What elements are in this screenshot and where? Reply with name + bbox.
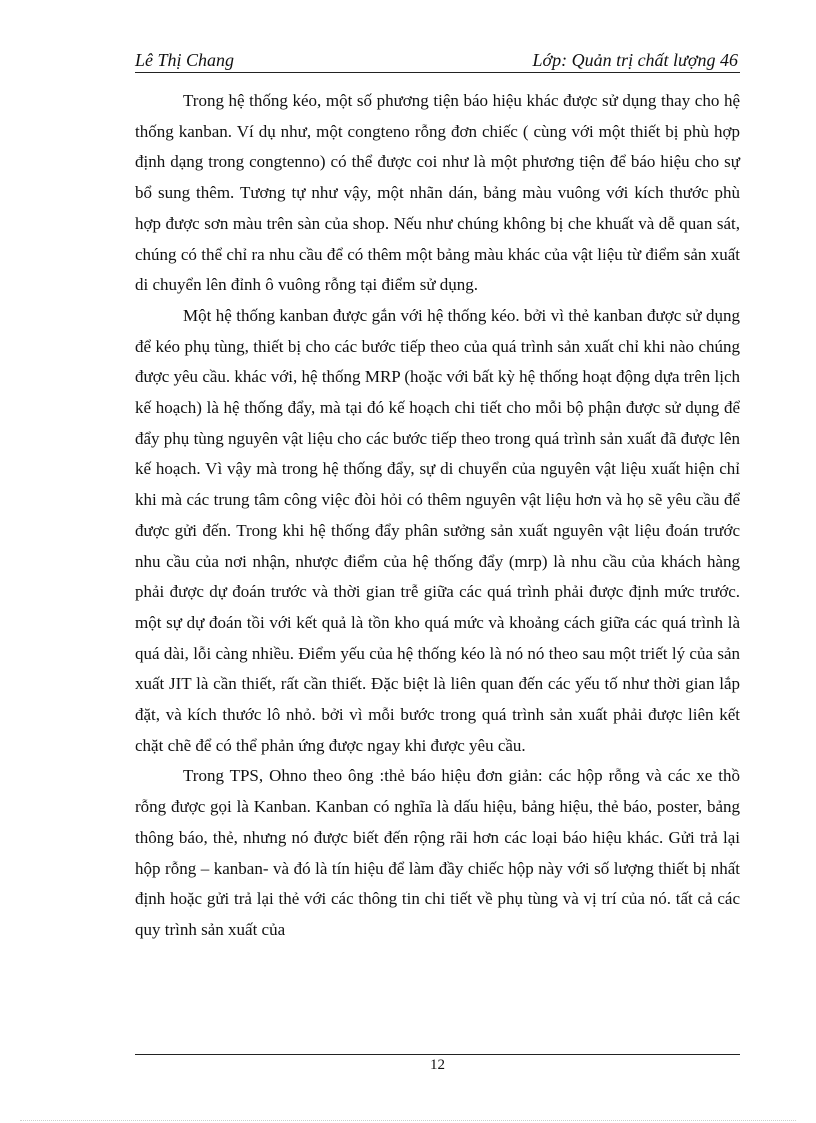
page-header <box>135 48 740 73</box>
body-text <box>135 86 740 946</box>
header-class-label: Lớp: Quản trị chất lượng 46 <box>532 50 738 70</box>
paragraph-pull-system-signals: Trong hệ thống kéo, một số phương tiện báo hiệu khác được sử dụng thay cho hệ thống kanban. Ví dụ như, một congteno rỗng đơn chiếc ( cùng với một thiết bị phù hợp định dạng trong congtenno) có thể được coi như là một phương tiện để báo hiệu cho sự bổ sung thêm. Tương tự như vậy, một nhãn dán, bảng màu vuông với kích thước phù hợp được sơn màu trên sàn của shop. Nếu như chúng không bị che khuất và dễ quan sát, chúng có thể chỉ ra nhu cầu để có thêm một bảng màu khác của vật liệu từ điểm sản xuất di chuyển lên đỉnh ô vuông rỗng tại điểm sử dụng. <box>135 91 740 295</box>
page-bottom-edge <box>20 1120 796 1121</box>
page-number: 12 <box>430 1057 445 1073</box>
paragraph-kanban-vs-mrp: Một hệ thống kanban được gắn với hệ thống kéo. bởi vì thẻ kanban được sử dụng để kéo phụ tùng, thiết bị cho các bước tiếp theo của quá trình sản xuất chỉ khi nào chúng được yêu cầu. khác với, hệ thống MRP (hoặc với bất kỳ hệ thống hoạt động dựa trên lịch kế hoạch) là hệ thống đẩy, mà tại đó kế hoạch chi tiết cho mỗi bộ phận được sử dụng để đẩy phụ tùng nguyên vật liệu cho các bước tiếp theo trong quá trình sản xuất đã được lên kế hoạch. Vì vậy mà trong hệ thống đẩy, sự di chuyển của nguyên vật liệu xuất hiện chỉ khi mà các trung tâm công việc đòi hỏi có thêm nguyên vật liệu hơn và họ sẽ yêu cầu để được gửi đến. Trong khi hệ thống đẩy phân sưởng sản xuất nguyên vật liệu đoán trước nhu cầu của nơi nhận, nhược điểm của hệ thống đẩy (mrp) là nhu cầu của khách hàng phải được dự đoán trước và thời gian trễ giữa các quá trình phải được định mức trước. một sự dự đoán tồi với kết quả là tồn kho quá mức và khoảng cách giữa các quá trình là quá dài, lỗi càng nhiều. Điểm yếu của hệ thống kéo là nó nó theo sau một triết lý của sản xuất JIT là cần thiết, rất cần thiết. Đặc biệt là liên quan đến các yếu tố như thời gian lắp đặt, và kích thước lô nhỏ. bởi vì mỗi bước trong quá trình sản xuất phải được liên kết chặt chẽ để có thể phản ứng được ngay khi được yêu cầu. <box>135 305 740 755</box>
paragraph-tps-ohno: Trong TPS, Ohno theo ông :thẻ báo hiệu đơn giản: các hộp rỗng và các xe thồ rỗng được gọi là Kanban. Kanban có nghĩa là dấu hiệu, bảng hiệu, thẻ báo, poster, bảng thông báo, thẻ, nhưng nó được biết đến rộng rãi hơn các loại báo hiệu khác. Gửi trả lại hộp rỗng – kanban- và đó là tín hiệu để làm đầy chiếc hộp này với số lượng thiết bị nhất định hoặc gửi trả lại thẻ với các thông tin chi tiết về phụ tùng và vị trí của nó. tất cả các quy trình sản xuất của <box>135 766 740 939</box>
footer-divider <box>135 1054 740 1055</box>
header-author: Lê Thị Chang <box>135 50 235 70</box>
